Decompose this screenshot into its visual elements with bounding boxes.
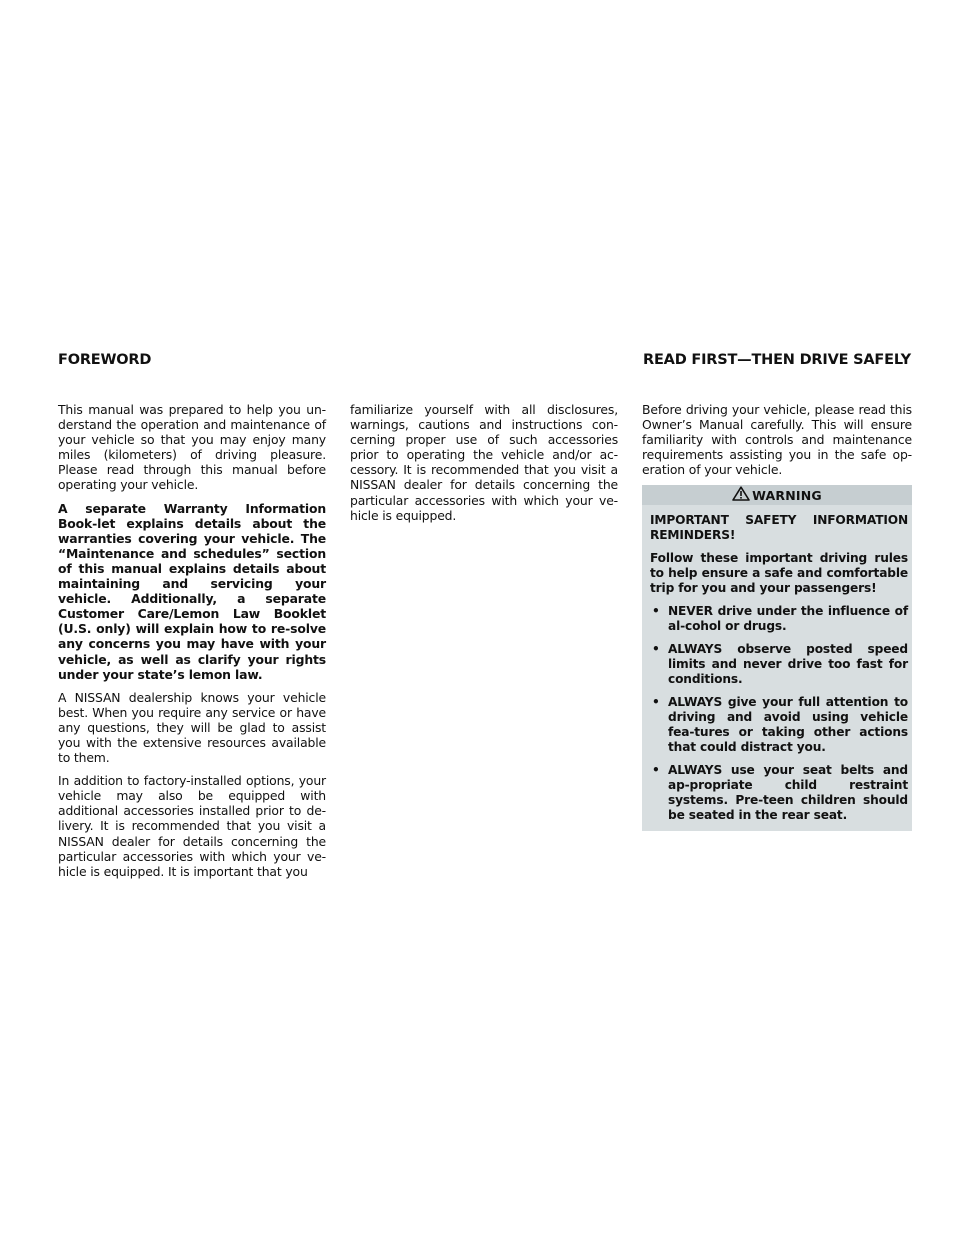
rule-text: ALWAYS give your full attention to driving and avoid using vehicle fea-tures or taking other actions that could distract you. bbox=[668, 695, 908, 755]
list-item bbox=[650, 642, 908, 687]
accessories-paragraph-continued: familiarize yourself with all disclosures, warnings, cautions and instructions con-cerning proper use of such accessories prior to operating the vehicle and/or ac-cessory. It is recommended that you visit a NISSAN dealer for details concerning the particular accessories with which your ve-hicle is equipped. bbox=[350, 402, 618, 523]
rule-text: NEVER drive under the influence of al-cohol or drugs. bbox=[668, 604, 908, 634]
bullet: • bbox=[652, 642, 660, 657]
bullet: • bbox=[652, 695, 660, 710]
warning-header bbox=[642, 485, 912, 505]
list-item bbox=[650, 695, 908, 755]
dealership-paragraph: A NISSAN dealership knows your vehicle best. When you require any service or have any questions, they will be glad to assist you with the extensive resources available to them. bbox=[58, 689, 326, 766]
driving-rules-list bbox=[650, 604, 908, 823]
driving-rules-intro: Follow these important driving rules to help ensure a safe and comfortable trip for you and your passengers! bbox=[650, 551, 908, 596]
warning-title: WARNING bbox=[752, 487, 822, 503]
warning-box bbox=[642, 485, 912, 831]
foreword-heading: FOREWORD bbox=[58, 352, 152, 368]
bullet: • bbox=[652, 763, 660, 778]
read-first-column bbox=[642, 402, 912, 831]
read-first-paragraph: Before driving your vehicle, please read this Owner’s Manual carefully. This will ensure familiarity with controls and maintenance requirements assisting you in the safe op-eration of your vehicle. bbox=[642, 402, 912, 478]
foreword-column-middle bbox=[350, 402, 618, 531]
list-item bbox=[650, 763, 908, 823]
warranty-paragraph: A separate Warranty Information Book-let explains details about the warranties covering your vehicle. The “Maintenance and schedules” section of this manual explains details about maintaining and servicing your vehicle. Additionally, a separate Customer Care/Lemon Law Booklet (U.S. only) will explain how to re-solve any concerns you may have with your vehicle, as well as clarify your rights under your state’s lemon law. bbox=[58, 500, 326, 682]
warning-triangle-icon bbox=[732, 486, 752, 504]
foreword-column-left bbox=[58, 402, 326, 887]
read-first-heading: READ FIRST—THEN DRIVE SAFELY bbox=[643, 352, 911, 368]
foreword-paragraph-1: This manual was prepared to help you un-derstand the operation and maintenance of your vehicle so that you may enjoy many miles (kilometers) of driving pleasure. Please read through this manual before operating your vehicle. bbox=[58, 402, 326, 493]
rule-text: ALWAYS use your seat belts and ap-propriate child restraint systems. Pre-teen children should be seated in the rear seat. bbox=[668, 763, 908, 823]
bullet: • bbox=[652, 604, 660, 619]
rule-text: ALWAYS observe posted speed limits and never drive too fast for conditions. bbox=[668, 642, 908, 687]
safety-reminders-heading: IMPORTANT SAFETY INFORMATION REMINDERS! bbox=[650, 513, 908, 543]
accessories-paragraph: In addition to factory-installed options, your vehicle may also be equipped with additional accessories installed prior to de-livery. It is recommended that you visit a NISSAN dealer for details concerning the particular accessories with which your ve-hicle is equipped. It is important that you bbox=[58, 773, 326, 879]
list-item bbox=[650, 604, 908, 634]
